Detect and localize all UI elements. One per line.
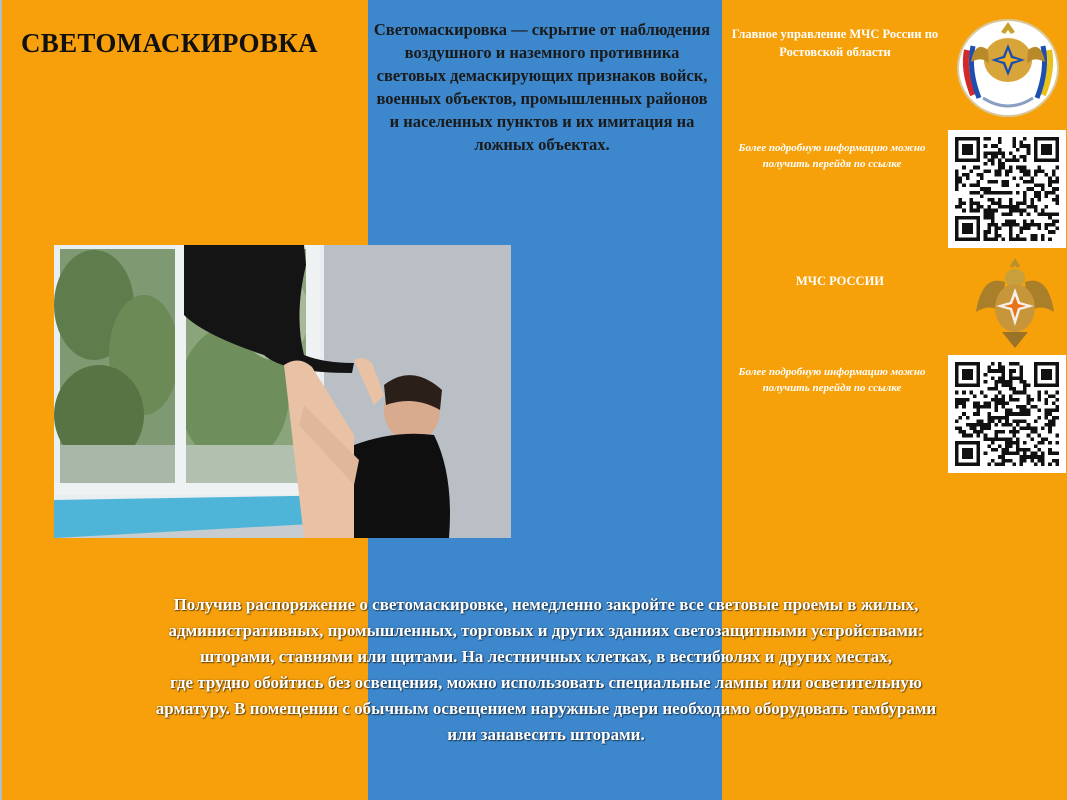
instruction-line: арматуру. В помещении с обычным освещением наружные двери необходимо оборудовать тамбурами <box>155 699 937 718</box>
instruction-line: или занавесить шторами. <box>447 725 645 744</box>
instruction-line: административных, промышленных, торговых и других зданиях светозащитными устройствами: <box>168 621 924 640</box>
page-title: СВЕТОМАСКИРОВКА <box>21 28 318 58</box>
mchs-label: МЧС РОССИИ <box>795 274 885 288</box>
instructions-text <box>40 592 1052 748</box>
instruction-line: шторами, ставнями или щитами. На лестничных клетках, в вестибюлях и других местах, <box>199 647 893 666</box>
definition-text: Светомаскировка — скрытие от наблюдения воздушного и наземного противника световых демаскирующих признаков войск, военных объектов, промышленных районов и населенных пунктов и их имитация на ложных объектах. <box>373 20 711 154</box>
qr-code-2[interactable] <box>948 355 1066 473</box>
instruction-line: Получив распоряжение о светомаскировке, немедленно закройте все световые проемы в жилых, <box>173 595 919 614</box>
qr-code-icon <box>955 137 1059 241</box>
qr-code-icon <box>955 362 1059 466</box>
blackout-photo <box>54 245 511 538</box>
org-name: Главное управление МЧС России по Ростовской области <box>731 27 939 59</box>
regional-emblem-icon <box>953 10 1063 120</box>
window-blackout-photo <box>54 245 511 538</box>
more-info-text-1: Более подробную информацию можно получить перейдя по ссылке <box>738 142 926 170</box>
instruction-line: где трудно обойтись без освещения, можно использовать специальные лампы или осветительную <box>170 673 922 692</box>
mchs-emblem-icon <box>972 252 1058 352</box>
more-info-text-2: Более подробную информацию можно получить перейдя по ссылке <box>738 366 926 394</box>
qr-code-1[interactable] <box>948 130 1066 248</box>
page-edge <box>0 0 2 800</box>
